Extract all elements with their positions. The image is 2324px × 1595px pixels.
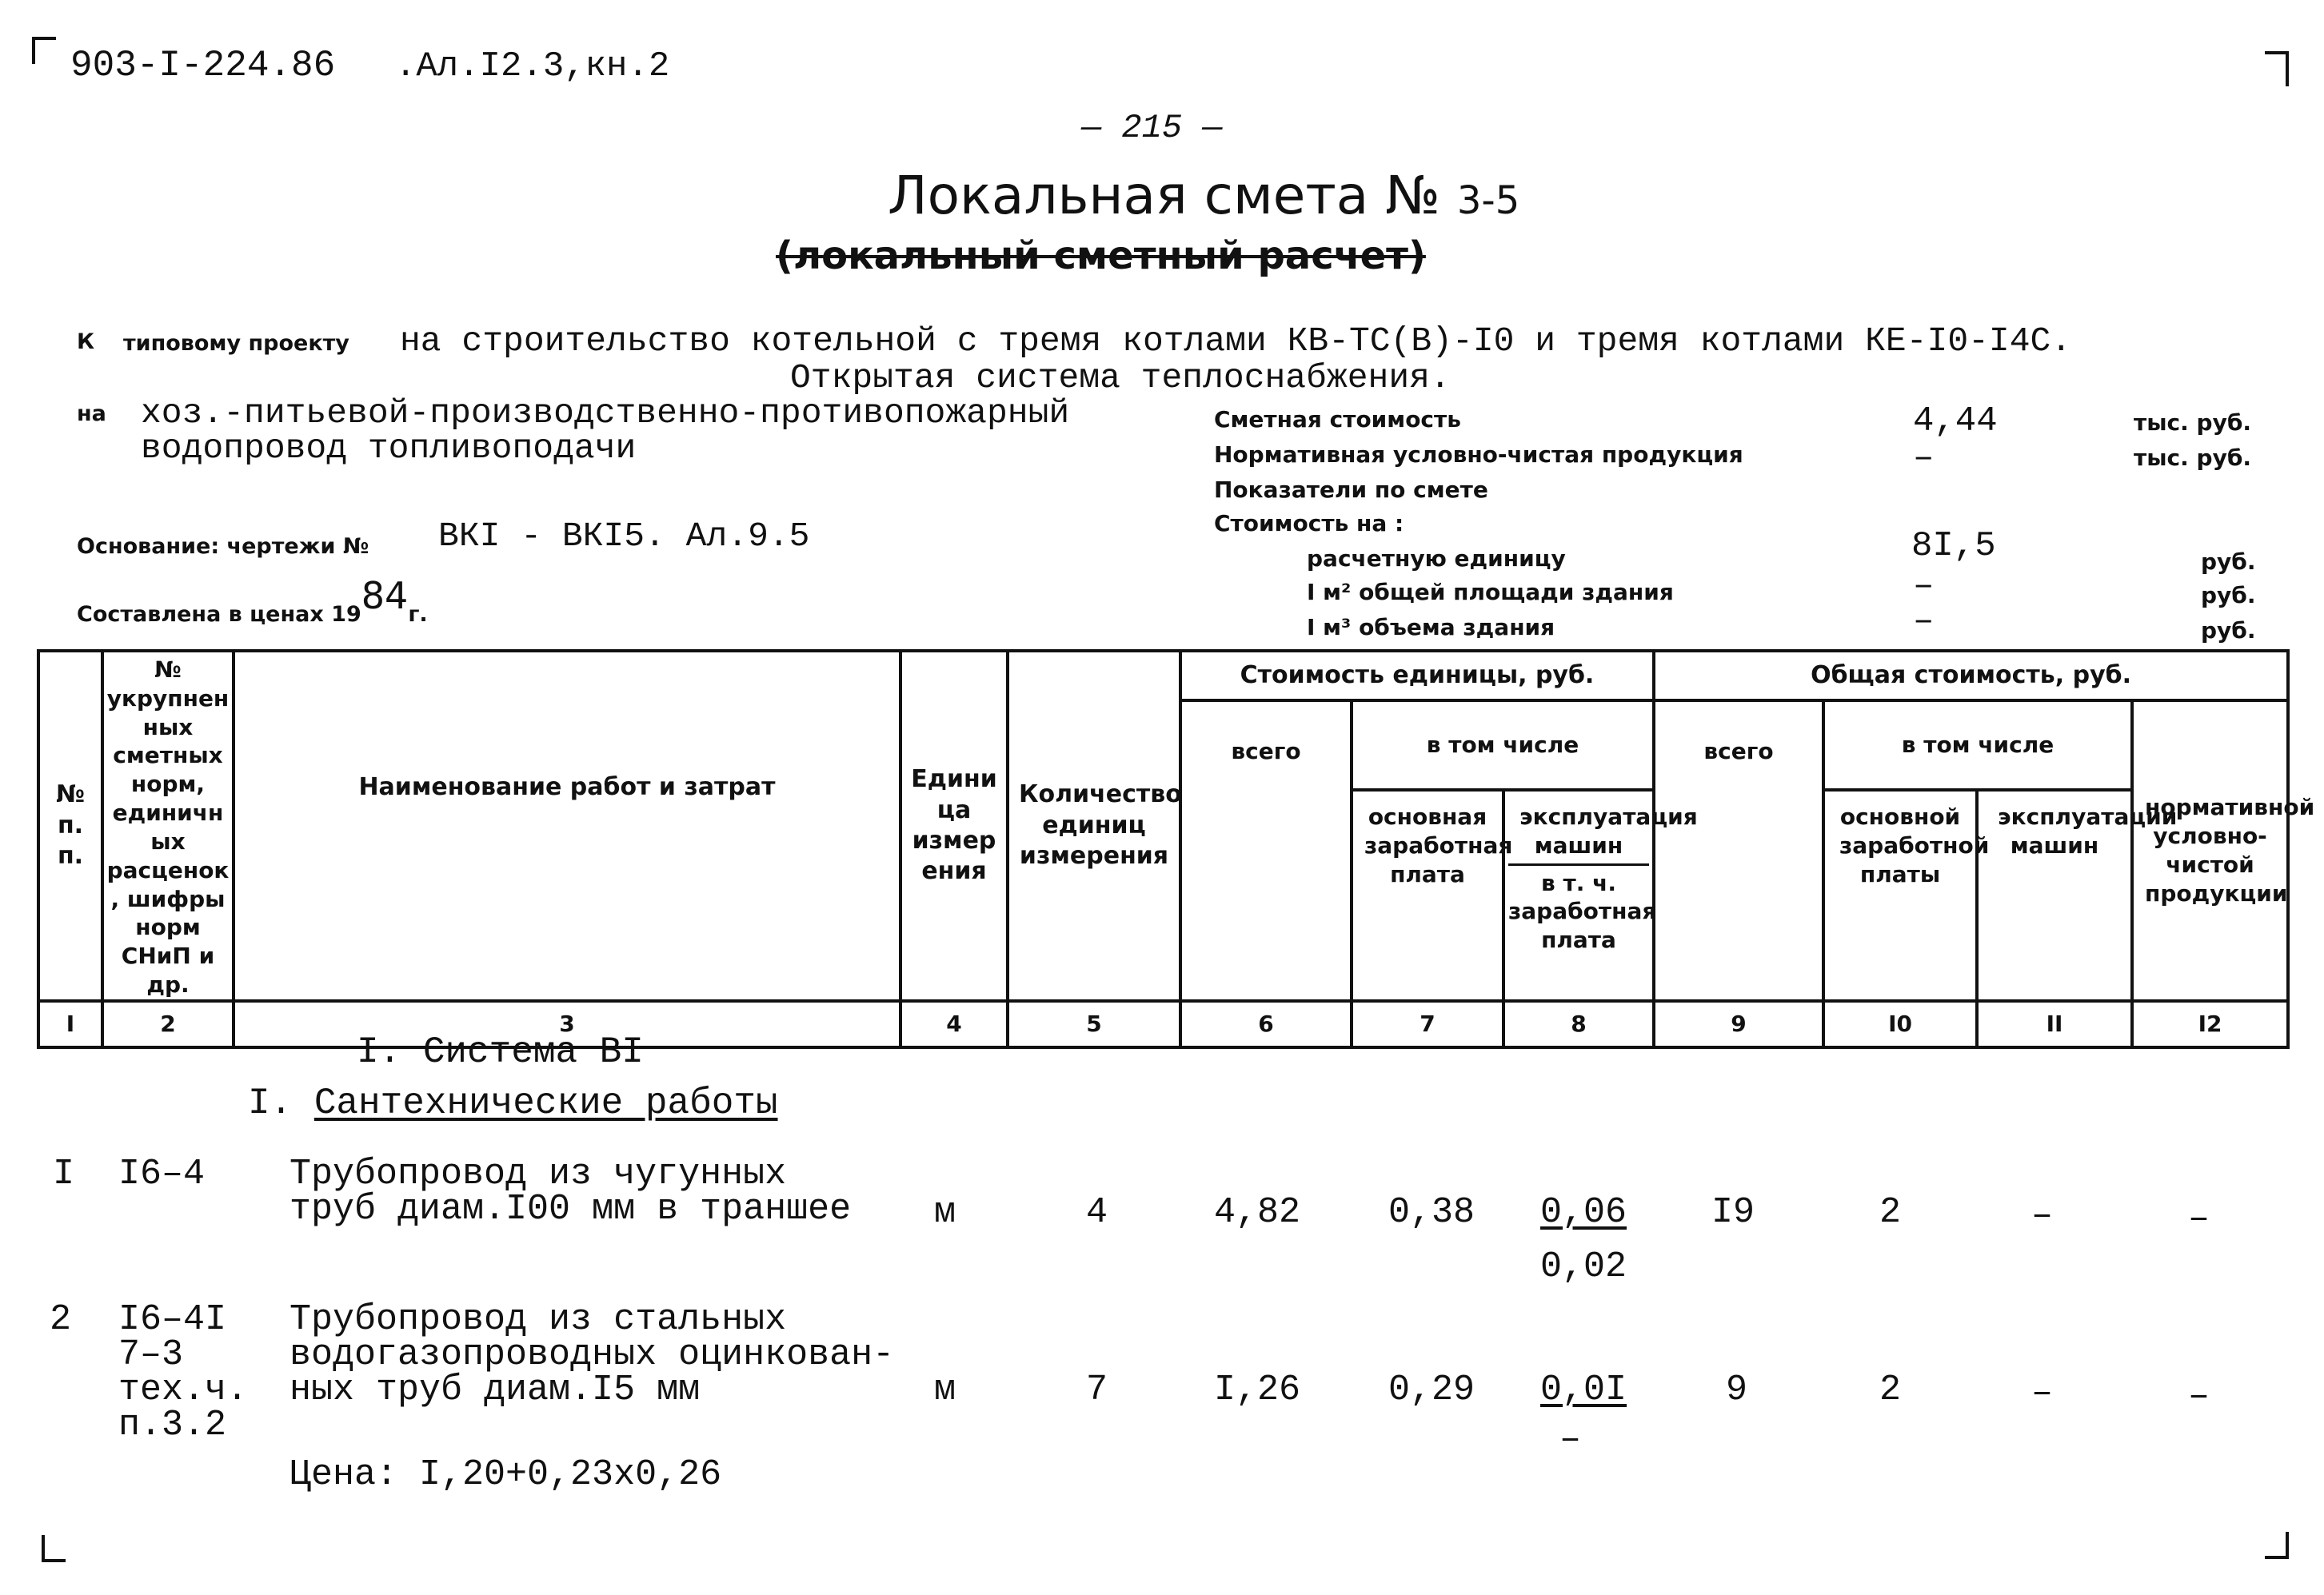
prices-label: Составлена в ценах 19 [77,602,361,627]
volume-label: I м³ объема здания [1307,614,1555,640]
col-num-11: II [1977,1001,2132,1047]
typical-project-label: типовому проекту [123,331,349,356]
indicators-label: Показатели по смете [1214,477,1488,503]
header-unit: Единица измерения [900,651,1008,1001]
row-2-quantity: 7 [1086,1370,1108,1410]
header-machines: эксплуатация машин [1508,803,1649,866]
area-value: – [1913,566,1935,606]
row-1-total-machines: – [2031,1195,2054,1236]
row-2-unit-wage: 0,29 [1388,1370,1475,1410]
k-label: К [77,329,95,354]
calc-unit-value: 8I,5 [1911,526,1996,566]
section-system: I. Система ВI [357,1031,644,1073]
calc-unit-label: расчетную единицу [1307,545,1566,572]
volume-value: – [1913,601,1935,641]
album-reference: .Ал.I2.3,кн.2 [395,46,670,86]
col-num-12: I2 [2132,1001,2288,1047]
na-label: на [77,401,106,426]
row-2-name-line-3: ных труб диам.I5 мм [290,1370,701,1410]
col-num-10: I0 [1823,1001,1977,1047]
page-number: — 215 — [1081,109,1223,147]
row-2-code-line-3: тех.ч. [118,1370,249,1410]
row-2-total-wage: 2 [1879,1370,1902,1410]
col-num-9: 9 [1654,1001,1823,1047]
cost-per-label: Стоимость на : [1214,510,1404,536]
header-quantity: Количество единиц измерения [1008,651,1180,1001]
col-num-7: 7 [1352,1001,1503,1047]
row-1-code: I6–4 [118,1154,206,1194]
section-works [248,1083,778,1124]
prices-line [77,574,428,630]
estimate-cost-label: Сметная стоимость [1214,406,1461,433]
row-2-name-line-2: водогазопроводных оцинкован- [290,1334,895,1375]
corner-mark-bottom-left [42,1535,66,1562]
header-basic-wage: основная заработная плата [1352,790,1503,1001]
row-1-total-wage: 2 [1879,1192,1902,1233]
header-total-all: всего [1654,700,1823,1001]
row-2-normative: – [2188,1376,2210,1417]
header-machines-cell [1503,790,1698,1001]
header-machines-total: эксплуатации машин [1977,790,2132,1001]
title-number: 3-5 [1456,178,1520,223]
row-2-unit-all: I,26 [1214,1370,1301,1410]
header-no: № п. п. [38,651,102,1001]
calc-unit-unit: руб. [2201,548,2256,575]
header-unit-including: в том числе [1352,700,1654,790]
normative-product-label: Нормативная условно-чистая продукция [1214,441,1743,468]
row-1-unit-wage: 0,38 [1388,1192,1475,1233]
header-basic-wage-total: основной заработной платы [1823,790,1977,1001]
row-2-code-line-1: I6–4I [118,1299,227,1340]
row-2-unit-machines-wage: – [1559,1419,1582,1460]
header-work-name: Наименование работ и затрат [234,651,900,1001]
page-title [888,165,1519,226]
row-1-name-line-2: труб диам.I00 мм в траншее [290,1189,852,1230]
area-unit: руб. [2201,582,2256,608]
row-1-unit-machines: 0,06 [1540,1192,1627,1233]
row-2-unit-machines: 0,0I [1540,1370,1627,1410]
basis-label: Основание: чертежи № [77,534,369,559]
header-unit-cost: Стоимость единицы, руб. [1180,651,1654,700]
row-1-unit-all: 4,82 [1214,1192,1301,1233]
header-normative-product: нормативной условно-чистой продукции [2132,700,2288,1001]
row-1-quantity: 4 [1086,1192,1108,1233]
section-works-number: I. [248,1083,293,1124]
object-line-1: хоз.-питьевой-производственно-противопожарный [141,393,1070,433]
price-note: Цена: I,20+0,23х0,26 [290,1454,722,1495]
volume-unit: руб. [2201,617,2256,644]
header-unit-all: всего [1180,700,1352,1001]
row-2-total-machines: – [2031,1373,2054,1414]
col-num-5: 5 [1008,1001,1180,1047]
row-2-no: 2 [50,1299,72,1340]
corner-mark-bottom-right [2265,1532,2289,1559]
estimate-cost-value: 4,44 [1913,401,1998,441]
row-2-code-line-2: 7–3 [118,1334,184,1375]
basis-value: ВКI - ВКI5. Ал.9.5 [438,516,810,556]
page-subtitle: (локальный сметный расчет) [776,233,1426,278]
document-code: 903-I-224.86 [70,45,336,86]
project-line-1: на строительство котельной с тремя котлами КВ-ТС(В)-I0 и тремя котлами КЕ-I0-I4С. [400,321,2072,361]
area-label: I м² общей площади здания [1307,579,1674,605]
row-2-code-line-4: п.3.2 [118,1405,227,1445]
header-norm-code: № укрупненных сметных норм, единичных расценок, шифры норм СНиП и др. [102,651,234,1001]
row-1-total: I9 [1711,1192,1755,1233]
row-1-name-line-1: Трубопровод из чугунных [290,1154,787,1194]
row-2-name-line-1: Трубопровод из стальных [290,1299,787,1340]
normative-product-value: – [1913,438,1935,478]
header-machines-wage: в т. ч. заработная плата [1508,869,1657,954]
col-num-2: 2 [102,1001,234,1047]
object-line-2: водопровод топливоподачи [141,429,637,468]
col-num-8: 8 [1503,1001,1654,1047]
row-1-normative: – [2188,1198,2210,1239]
prices-suffix: г. [408,602,428,627]
row-1-no: I [53,1154,75,1194]
corner-mark-top-right [2265,51,2289,86]
row-1-unit-machines-wage: 0,02 [1540,1246,1627,1287]
col-num-1: I [38,1001,102,1047]
col-num-3: 3 [234,1001,900,1047]
row-2-total: 9 [1726,1370,1748,1410]
project-line-2: Открытая система теплоснабжения. [790,358,1451,397]
header-total-including: в том числе [1823,700,2132,790]
estimate-table-header [37,649,2315,1049]
col-num-6: 6 [1180,1001,1352,1047]
row-2-unit: м [934,1370,956,1410]
section-works-title: Сантехнические работы [313,1083,778,1124]
corner-mark-top-left [32,37,56,64]
normative-product-unit: тыс. руб. [2134,445,2252,471]
col-num-4: 4 [900,1001,1008,1047]
row-1-unit: м [934,1192,956,1233]
prices-year: 84 [361,574,409,617]
header-total-cost: Общая стоимость, руб. [1654,651,2288,700]
title-text: Локальная смета № [888,165,1440,226]
estimate-cost-unit: тыс. руб. [2134,409,2252,436]
